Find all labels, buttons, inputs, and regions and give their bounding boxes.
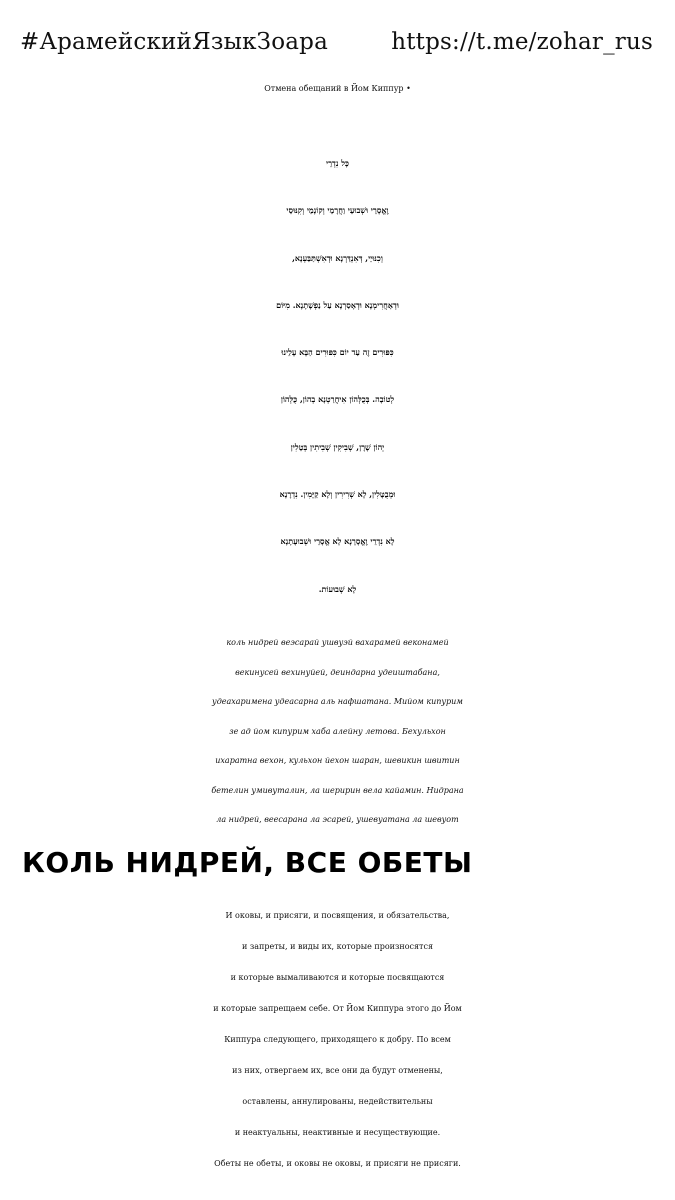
hashtag[interactable]: #АрамейскийЯзыкЗоара [20, 29, 328, 55]
hebrew-line: כִּפּוּרִים זֶה עַד יוֹם כִּפּוּרִים הַבָּא עָלֵינוּ [281, 347, 394, 358]
hebrew-line: וֶאֱסָרֵי וּשְׁבוּעֵי וַחֲרָמֵי וְקוֹנָמֵי וְקִנּוּסֵי [286, 205, 389, 216]
hebrew-prayer-text [18, 140, 657, 613]
translation-line: и которые запрещаем себе. От Йом Киппура этого до Йом [213, 1004, 462, 1013]
channel-link[interactable]: https://t.me/zohar_rus [391, 29, 653, 55]
hebrew-line: כָּל נִדְרֵי [326, 158, 349, 168]
translation-line: оставлены, аннулированы, недействительны [242, 1097, 433, 1106]
section-heading: КОЛЬ НИДРЕЙ, ВСЕ ОБЕТЫ [22, 846, 473, 879]
transliteration-line: бетелин умивуталин, ла шеририн вела кайамин. Нидрана [211, 785, 464, 795]
transliteration-text [0, 628, 675, 835]
hebrew-line: וּדְאַחֲרִימְנָא וּדְאָסַרְנָא עַל נַפְשָׁתָנָא. מִיּוֹם [276, 299, 399, 310]
translation-line: и которые вымаливаются и которые посвящаются [230, 973, 445, 982]
translation-line: из них, отвергаем их, все они да будут отменены, [232, 1066, 443, 1075]
translation-line: Киппура следующего, приходящего к добру. По всем [224, 1035, 451, 1044]
transliteration-line: ла нидрей, веесарана ла эсарей, ушевуатана ла шевуот [216, 815, 459, 824]
translation-line: и неактуальны, неактивные и несуществующие. [234, 1128, 441, 1137]
hebrew-line: לָא שְׁבוּעוֹת. [318, 583, 357, 594]
transliteration-line: векинусей вехинуйей, деиндарна удеиштабана, [235, 667, 440, 677]
translation-text [0, 900, 675, 1179]
hebrew-line: וּמְבֻטָּלִין, לָא שְׁרִירִין וְלָא קַיָּמִין. נִדְרָנָא [279, 489, 396, 500]
translation-line: и запреты, и виды их, которые произносятся [242, 942, 433, 951]
hebrew-line: לָא נִדְרֵי וֶאֱסָרָנָא לָא אֱסָרֵי וּשְׁבוּעָתָנָא [280, 536, 395, 547]
header [20, 22, 653, 62]
transliteration-line: удеахаримена удеасарна аль нафшатана. Мийом кипурим [212, 697, 463, 706]
transliteration-line: коль нидрей веэсарай ушвуэй вахарамей веконамей [226, 638, 449, 647]
translation-line: И оковы, и присяги, и посвящения, и обязательства, [225, 911, 450, 920]
page-title: Отмена обещаний в Йом Киппур • [264, 84, 411, 93]
translation-line: Обеты не обеты, и оковы не оковы, и присяги не присяги. [214, 1159, 461, 1168]
transliteration-line: ихаратна вехон, кульхон йехон шаран, шевикин швитин [215, 756, 460, 765]
transliteration-line: зе ад йом кипурим хаба алейну летова. Бехульхон [229, 726, 446, 736]
hebrew-line: לְטוֹבָה. בְּכֻלְּהוֹן אִיחֲרַטְנָא בְהוֹן, כֻּלְּהוֹן [280, 394, 395, 405]
hebrew-line: וְכִנּוּיֵי, דְּאִנְדַּרְנָא וּדְאִשְׁתַּבַּעְנָא, [292, 252, 383, 263]
hebrew-line: יְהוֹן שָׁרָן, שְׁבִיקִין שְׁבִיתִין בְּטֵלִין [290, 441, 385, 452]
